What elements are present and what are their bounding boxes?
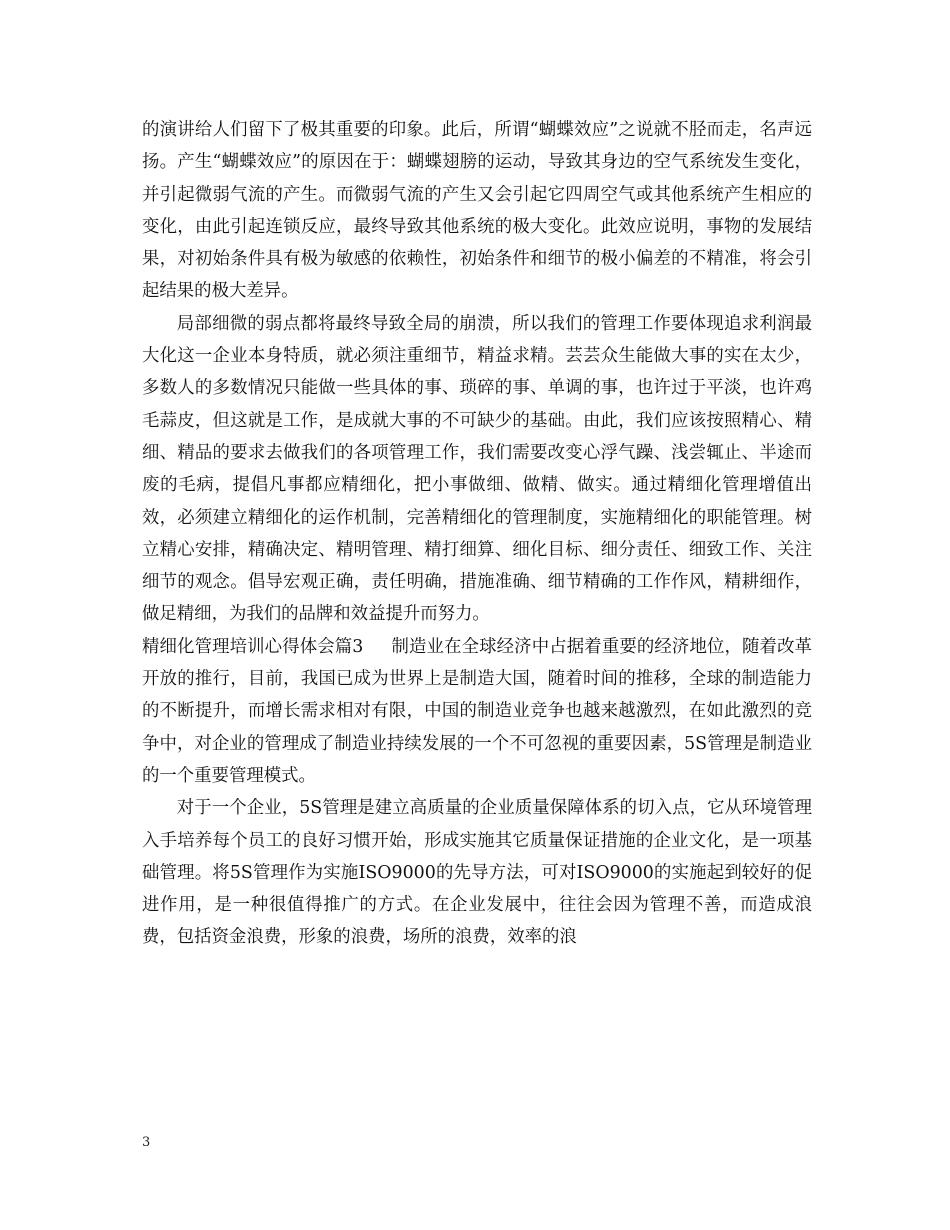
paragraph-3 — [142, 631, 812, 792]
paragraph-4: 对于一个企业，5S管理是建立高质量的企业质量保障体系的切入点，它从环境管理入手培养每个员工的良好习惯开始，形成实施其它质量保证措施的企业文化，是一项基础管理。将5S管理作为实施ISO9000的先导方法，可对ISO9000的实施起到较好的促进作用，是一种很值得推广的方式。在企业发展中，往往会因为管理不善，而造成浪费，包括资金浪费，形象的浪费，场所的浪费，效率的浪 — [142, 798, 812, 948]
paragraph-3-text: 制造业在全球经济中占据着重要的经济地位，随着改革开放的推行，目前，我国已成为世界上是制造大国，随着时间的推移，全球的制造能力的不断提升，而增长需求相对有限，中国的制造业竞争也越来越激烈，在如此激烈的竞争中，对企业的管理成了制造业持续发展的一个不可忽视的重要因素，5S管理是制造业的一个重要管理模式。 — [142, 636, 812, 786]
document-body — [142, 114, 812, 954]
page-number: 3 — [142, 1135, 151, 1150]
paragraph-1: 的演讲给人们留下了极其重要的印象。此后，所谓“蝴蝶效应”之说就不胫而走，名声远扬。产生“蝴蝶效应”的原因在于：蝴蝶翅膀的运动，导致其身边的空气系统发生变化，并引起微弱气流的产生。而微弱气流的产生又会引起它四周空气或其他系统产生相应的变化，由此引起连锁反应，最终导致其他系统的极大变化。此效应说明，事物的发展结果，对初始条件具有极为敏感的依赖性，初始条件和细节的极小偏差的不精准，将会引起结果的极大差异。 — [142, 120, 812, 302]
section-heading: 精细化管理培训心得体会篇3 — [142, 636, 364, 657]
paragraph-2: 局部细微的弱点都将最终导致全局的崩溃，所以我们的管理工作要体现追求利润最大化这一企业本身特质，就必须注重细节，精益求精。芸芸众生能做大事的实在太少，多数人的多数情况只能做一些具体的事、琐碎的事、单调的事，也许过于平淡，也许鸡毛蒜皮，但这就是工作，是成就大事的不可缺少的基础。由此，我们应该按照精心、精细、精品的要求去做我们的各项管理工作，我们需要改变心浮气躁、浅尝辄止、半途而废的毛病，提倡凡事都应精细化，把小事做细、做精、做实。通过精细化管理增值出效，必须建立精细化的运作机制，完善精细化的管理制度，实施精细化的职能管理。树立精心安排，精确决定、精明管理、精打细算、细化目标、细分责任、细致工作、关注细节的观念。倡导宏观正确，责任明确，措施准确、细节精确的工作作风，精耕细作，做足精细，为我们的品牌和效益提升而努力。 — [142, 313, 812, 625]
